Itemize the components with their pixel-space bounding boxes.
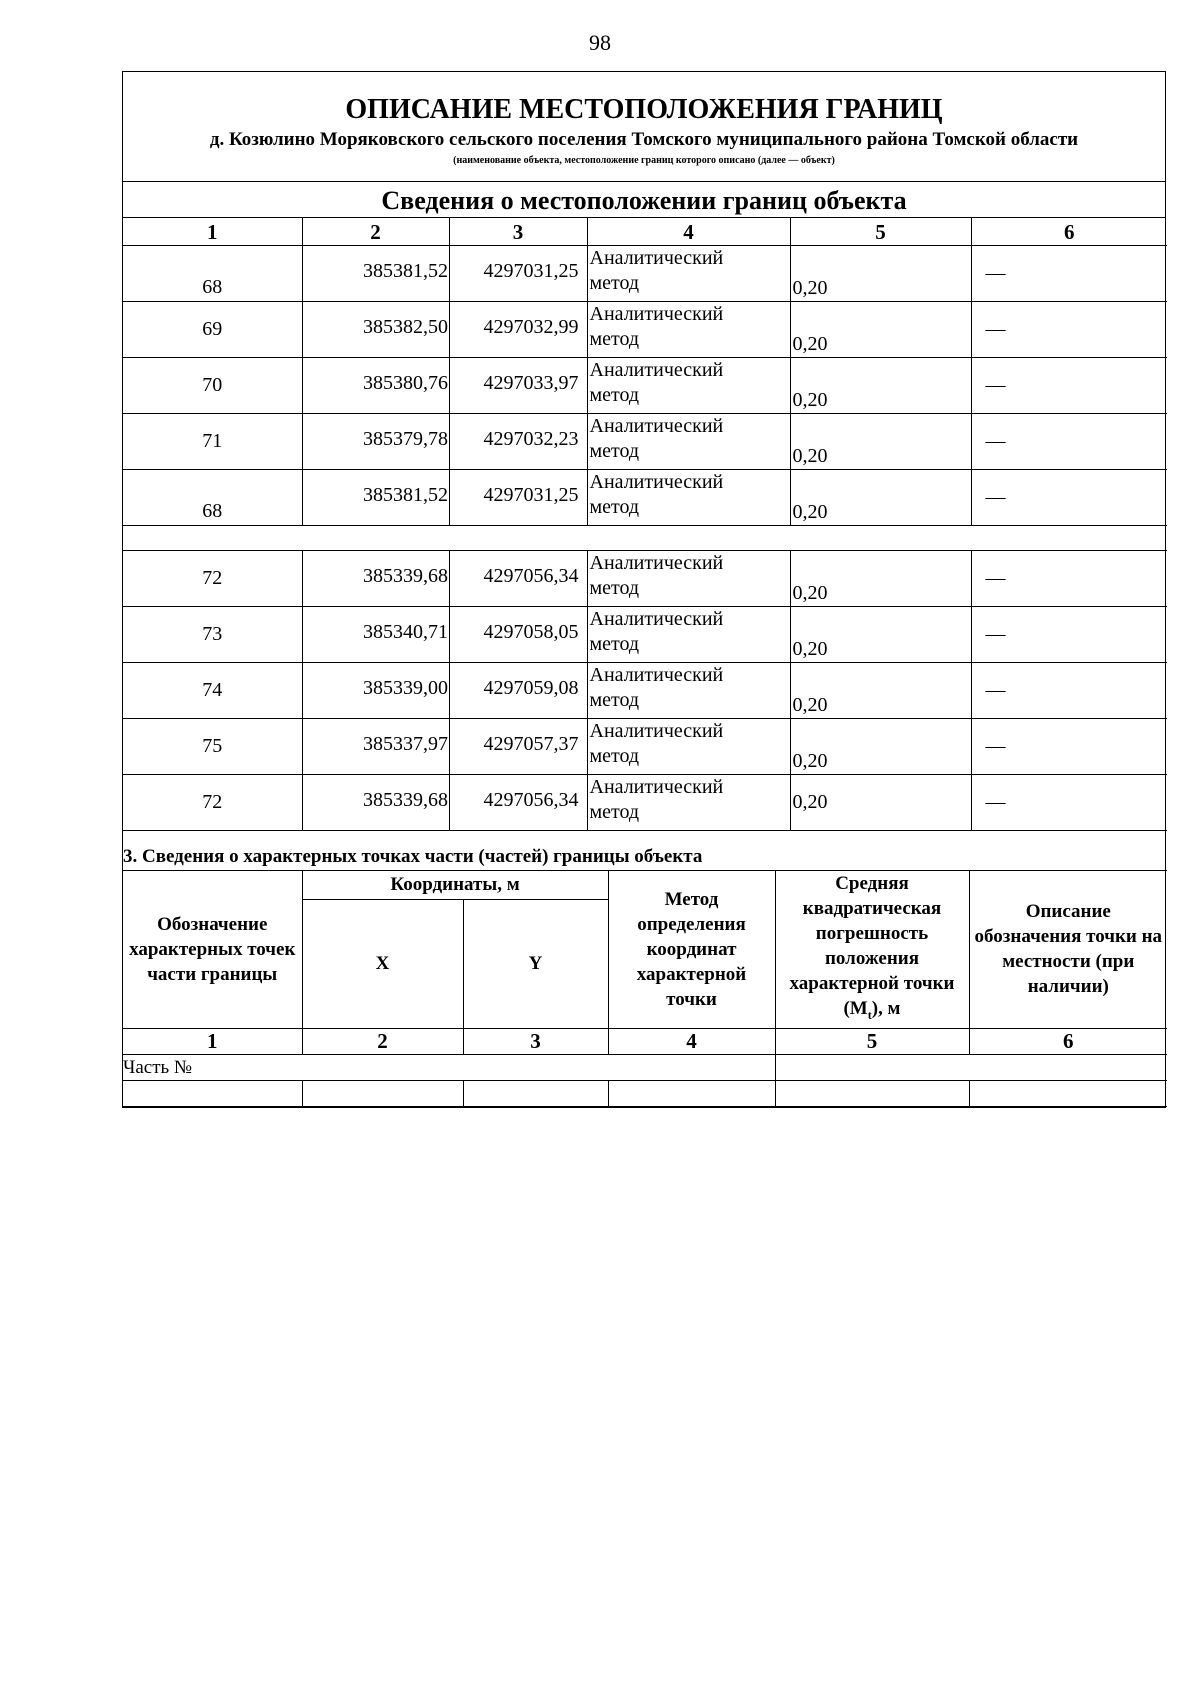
- boundary-point-row: [123, 358, 1167, 414]
- coord-x: 385382,50: [302, 302, 449, 358]
- method-line-2: метод: [589, 633, 640, 655]
- empty-cell: [608, 1080, 775, 1106]
- point-description: —: [971, 607, 1167, 663]
- accuracy: 0,20: [790, 775, 971, 831]
- column-numbers-row: [123, 218, 1167, 246]
- part-label-empty: [775, 1054, 1167, 1080]
- point-number: 74: [123, 663, 302, 719]
- column-number: 1: [123, 1028, 302, 1054]
- method-line-1: Аналитический: [589, 776, 724, 798]
- point-number: 72: [123, 775, 302, 831]
- method: [587, 719, 790, 775]
- column-number: 5: [775, 1028, 969, 1054]
- column-number: 4: [587, 218, 790, 246]
- page-number: 98: [589, 30, 611, 55]
- boundary-point-row: [123, 775, 1167, 831]
- method: [587, 775, 790, 831]
- boundary-description-form: [122, 71, 1166, 1108]
- method: [587, 470, 790, 526]
- form-header: [123, 72, 1165, 182]
- accuracy: 0,20: [790, 551, 971, 607]
- header-x: X: [302, 899, 463, 1028]
- method-line-2: метод: [589, 496, 640, 518]
- boundary-point-row: [123, 551, 1167, 607]
- method-line-1: Аналитический: [589, 303, 724, 325]
- coord-x: 385339,68: [302, 551, 449, 607]
- method: [587, 302, 790, 358]
- empty-cell: [463, 1080, 608, 1106]
- header-y: Y: [463, 899, 608, 1028]
- coord-y: 4297059,08: [449, 663, 587, 719]
- method-line-2: метод: [589, 577, 640, 599]
- header-accuracy: [775, 871, 969, 1029]
- coord-y: 4297031,25: [449, 470, 587, 526]
- contour-separator-row: [123, 526, 1167, 551]
- point-description: —: [971, 551, 1167, 607]
- coord-x: 385380,76: [302, 358, 449, 414]
- empty-cell: [302, 1080, 463, 1106]
- method-line-2: метод: [589, 272, 640, 294]
- section3-column-numbers-row: [123, 1028, 1167, 1054]
- method: [587, 551, 790, 607]
- column-number: 2: [302, 218, 449, 246]
- coord-x: 385339,00: [302, 663, 449, 719]
- coord-x: 385339,68: [302, 775, 449, 831]
- point-number: 69: [123, 302, 302, 358]
- header-coordinates: Координаты, м: [302, 871, 608, 900]
- point-number: 72: [123, 551, 302, 607]
- point-description: —: [971, 719, 1167, 775]
- form-title: ОПИСАНИЕ МЕСТОПОЛОЖЕНИЯ ГРАНИЦ: [345, 94, 943, 125]
- empty-cell: [123, 1080, 302, 1106]
- accuracy: 0,20: [790, 246, 971, 302]
- point-number: 68: [123, 470, 302, 526]
- column-number: 3: [449, 218, 587, 246]
- accuracy: 0,20: [790, 358, 971, 414]
- coord-y: 4297033,97: [449, 358, 587, 414]
- point-description: —: [971, 302, 1167, 358]
- point-description: —: [971, 775, 1167, 831]
- method-line-1: Аналитический: [589, 664, 724, 686]
- accuracy: 0,20: [790, 719, 971, 775]
- point-description: —: [971, 414, 1167, 470]
- accuracy: 0,20: [790, 414, 971, 470]
- method-line-1: Аналитический: [589, 471, 724, 493]
- accuracy: 0,20: [790, 663, 971, 719]
- method-line-2: метод: [589, 440, 640, 462]
- header-description: Описание обозначения точки на местности (при наличии): [969, 871, 1167, 1029]
- method-line-1: Аналитический: [589, 247, 724, 269]
- column-number: 6: [969, 1028, 1167, 1054]
- coord-y: 4297058,05: [449, 607, 587, 663]
- accuracy: 0,20: [790, 607, 971, 663]
- column-number: 1: [123, 218, 302, 246]
- boundary-point-row: [123, 663, 1167, 719]
- column-number: 5: [790, 218, 971, 246]
- coord-x: 385379,78: [302, 414, 449, 470]
- method-line-2: метод: [589, 801, 640, 823]
- point-number: 73: [123, 607, 302, 663]
- method: [587, 663, 790, 719]
- method-line-1: Аналитический: [589, 552, 724, 574]
- header-method: Метод определения координат характерной точки: [608, 871, 775, 1029]
- method-line-2: метод: [589, 689, 640, 711]
- column-number: 6: [971, 218, 1167, 246]
- accuracy: 0,20: [790, 302, 971, 358]
- coord-y: 4297056,34: [449, 551, 587, 607]
- object-name-note: (наименование объекта, местоположение границ которого описано (далее — объект): [453, 155, 835, 166]
- method-line-2: метод: [589, 745, 640, 767]
- header-accuracy-unit: ), м: [871, 998, 901, 1019]
- header-accuracy-sub: t: [867, 1007, 872, 1022]
- method-line-2: метод: [589, 384, 640, 406]
- method-line-1: Аналитический: [589, 720, 724, 742]
- accuracy: 0,20: [790, 470, 971, 526]
- coord-y: 4297032,23: [449, 414, 587, 470]
- boundary-point-row: [123, 246, 1167, 302]
- point-number: 68: [123, 246, 302, 302]
- section-title: Сведения о местоположении границ объекта: [123, 182, 1165, 218]
- method-line-1: Аналитический: [589, 415, 724, 437]
- point-number: 70: [123, 358, 302, 414]
- column-number: 4: [608, 1028, 775, 1054]
- coord-x: 385340,71: [302, 607, 449, 663]
- boundary-point-row: [123, 470, 1167, 526]
- point-description: —: [971, 358, 1167, 414]
- part-points-table: [123, 830, 1167, 1107]
- coord-x: 385337,97: [302, 719, 449, 775]
- point-number: 71: [123, 414, 302, 470]
- section3-title: 3. Сведения о характерных точках части (частей) границы объекта: [123, 831, 1167, 871]
- method-line-1: Аналитический: [589, 359, 724, 381]
- empty-cell: [969, 1080, 1167, 1106]
- coord-x: 385381,52: [302, 470, 449, 526]
- boundary-point-row: [123, 302, 1167, 358]
- point-description: —: [971, 470, 1167, 526]
- method: [587, 358, 790, 414]
- boundary-point-row: [123, 719, 1167, 775]
- method-line-1: Аналитический: [589, 608, 724, 630]
- column-number: 3: [463, 1028, 608, 1054]
- point-number: 75: [123, 719, 302, 775]
- column-number: 2: [302, 1028, 463, 1054]
- method: [587, 414, 790, 470]
- coord-y: 4297032,99: [449, 302, 587, 358]
- coord-y: 4297056,34: [449, 775, 587, 831]
- header-point-designation: Обозначение характерных точек части границы: [123, 871, 302, 1029]
- method: [587, 246, 790, 302]
- object-name: д. Козюлино Моряковского сельского поселения Томского муниципального района Томской области: [209, 129, 1079, 150]
- boundary-point-row: [123, 414, 1167, 470]
- coord-y: 4297057,37: [449, 719, 587, 775]
- separator-cell: [123, 526, 1167, 551]
- coord-x: 385381,52: [302, 246, 449, 302]
- point-description: —: [971, 663, 1167, 719]
- empty-cell: [775, 1080, 969, 1106]
- empty-row: [123, 1080, 1167, 1106]
- header-accuracy-text: Средняя квадратическая погрешность положения характерной точки (M: [789, 873, 955, 1019]
- boundary-point-row: [123, 607, 1167, 663]
- boundary-points-table: [123, 218, 1167, 830]
- part-label: Часть №: [123, 1054, 775, 1080]
- method-line-2: метод: [589, 328, 640, 350]
- point-description: —: [971, 246, 1167, 302]
- coord-y: 4297031,25: [449, 246, 587, 302]
- method: [587, 607, 790, 663]
